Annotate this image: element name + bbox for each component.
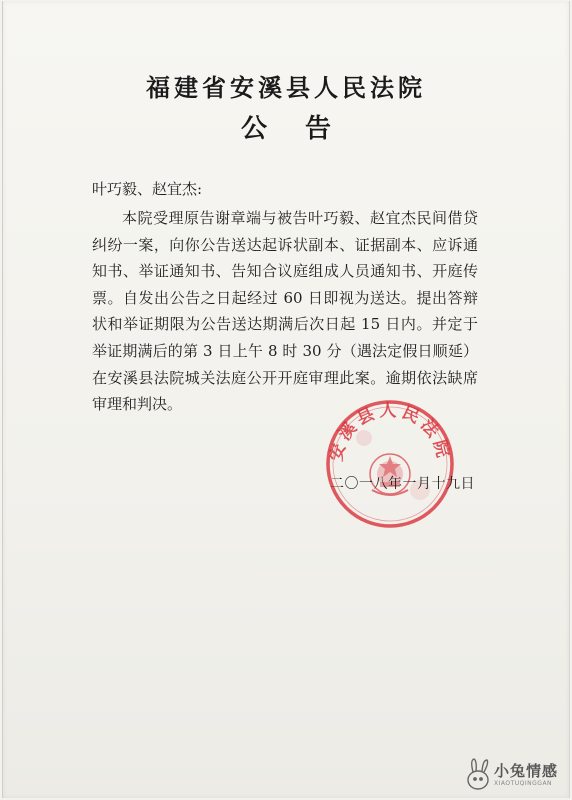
- seal-text: 安溪县人民法院: [326, 401, 454, 464]
- court-seal-icon: [324, 398, 456, 530]
- court-name: 福建省安溪县人民法院: [146, 73, 426, 102]
- issue-date: 二〇一八年一月十九日: [330, 476, 475, 492]
- watermark-sub: XIAOTUQINGGAN: [494, 780, 553, 787]
- watermark-label: 小兔情感: [494, 762, 559, 780]
- notice-body: 本院受理原告谢章端与被告叶巧毅、赵宜杰民间借贷纠纷一案，向你公告送达起诉状副本、证据副本、应诉通知书、举证通知书、告知合议庭组成人员通知书、开庭传票。自发出公告之日起经过 60 日即视为送达。提出答辩状和举证期限为公告送达期满后次日起 15 日内。并定于举证期满后的第 3 日上午 8 时 30 分（遇法定假日顺延）在安溪县法院城关法庭公开开庭审理此案。逾期依法缺席审理和判决。: [92, 209, 478, 414]
- notice-title: 公告: [240, 114, 369, 144]
- addressee: 叶巧毅、赵宜杰:: [92, 180, 203, 198]
